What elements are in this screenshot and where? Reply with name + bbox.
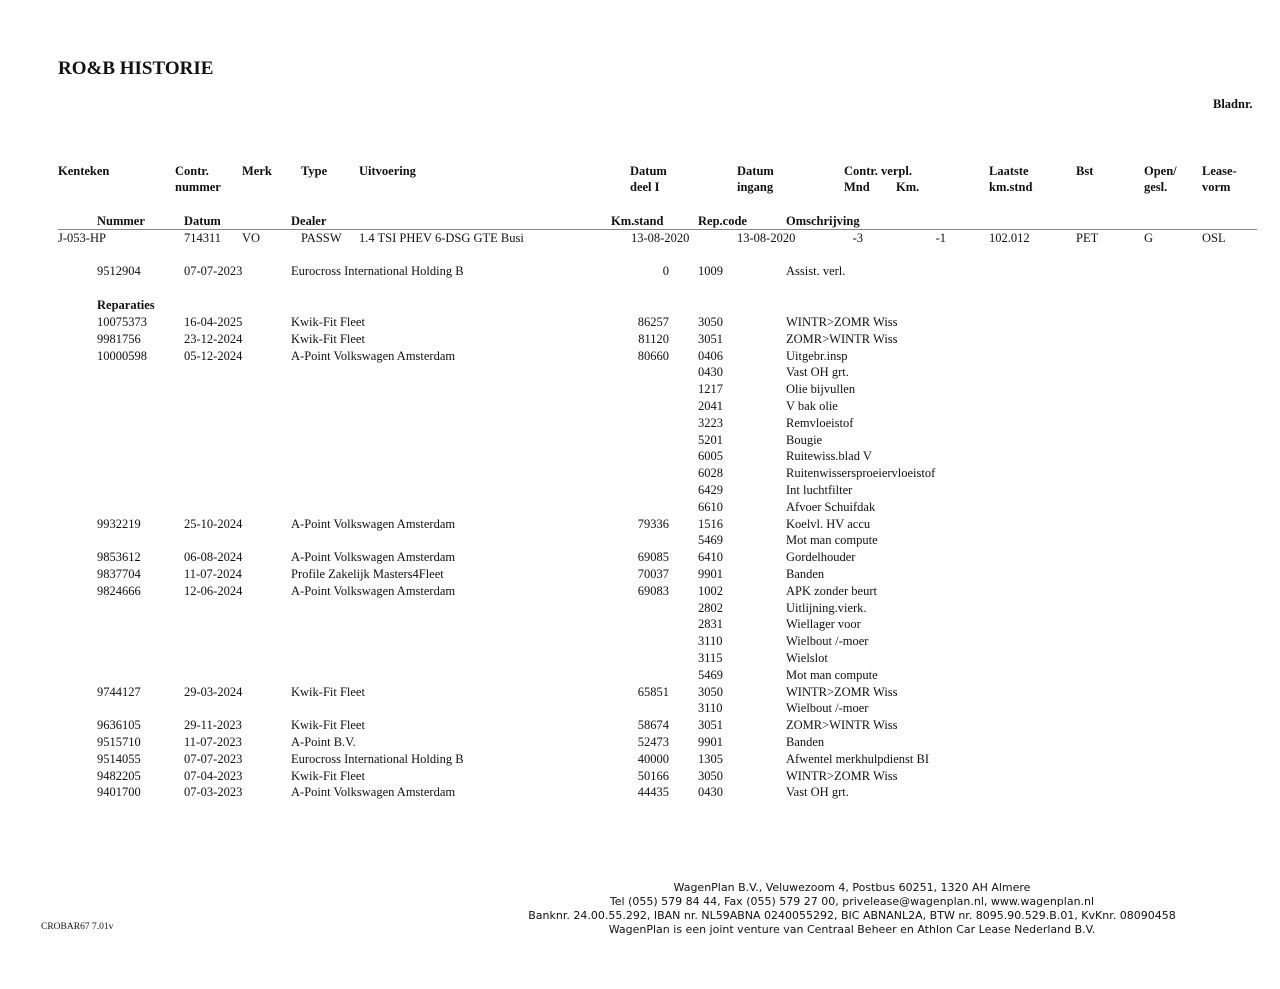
version-label: CROBAR67 7.01v (41, 922, 114, 932)
repair-code: 6429 (698, 483, 723, 497)
vehicle-bst: PET (1076, 231, 1099, 245)
header-kenteken: Kenteken (58, 164, 110, 178)
repair-nummer: 9837704 (97, 567, 141, 581)
vehicle-contract: 714311 (184, 231, 222, 245)
repair-nummer: 9515710 (97, 735, 141, 749)
repair-nummer: 9932219 (97, 516, 141, 531)
subheader-omschrijving: Omschrijving (786, 214, 860, 228)
header-datum-ingang-2: ingang (737, 180, 774, 194)
header-open: Open/ (1144, 164, 1177, 178)
repair-description: WINTR>ZOMR Wiss (786, 315, 898, 329)
header-uitvoering: Uitvoering (359, 164, 416, 178)
repair-km: 52473 (637, 735, 669, 749)
repair-description: WINTR>ZOMR Wiss (786, 684, 898, 699)
repair-description: Banden (786, 567, 825, 581)
repair-nummer: 10000598 (97, 348, 147, 363)
repair-dealer: Eurocross International Holding B (291, 751, 464, 766)
header-verpl-mnd: Mnd (844, 180, 870, 194)
repair-code: 2041 (698, 399, 723, 413)
repair-km: 80660 (637, 348, 669, 363)
repair-code: 9901 (698, 567, 723, 581)
repair-km: 44435 (637, 785, 669, 800)
repair-dealer: Kwik-Fit Fleet (291, 684, 365, 699)
repair-code: 2802 (698, 600, 723, 615)
report-title: RO&B HISTORIE (58, 58, 214, 79)
repair-code: 1305 (698, 751, 723, 766)
repair-datum: 07-07-2023 (184, 751, 243, 766)
repair-description: Koelvl. HV accu (786, 516, 871, 531)
header-verpl: Contr. verpl. (844, 164, 912, 178)
header-datum-deel: Datum (630, 164, 667, 178)
repair-datum: 29-11-2023 (184, 718, 242, 733)
header-datum-ingang: Datum (737, 164, 774, 178)
page-number-label: Bladnr. (1213, 97, 1253, 111)
header-verpl-km: Km. (896, 180, 920, 194)
repair-dealer: A-Point B.V. (291, 735, 356, 749)
header-open-2: gesl. (1144, 180, 1168, 194)
repair-description: WINTR>ZOMR Wiss (786, 768, 898, 783)
repair-code: 6005 (698, 449, 723, 464)
repair-description: V bak olie (786, 399, 838, 413)
repair-km: 70037 (637, 567, 669, 581)
repair-code: 5469 (698, 667, 723, 682)
repair-code: 1217 (698, 382, 723, 397)
repair-description: Int luchtfilter (786, 483, 853, 497)
vehicle-lease: OSL (1202, 231, 1226, 245)
repair-code: 3115 (698, 651, 723, 665)
repair-nummer: 10075373 (97, 315, 147, 329)
repair-nummer: 9853612 (97, 550, 141, 565)
repair-datum: 11-07-2023 (184, 735, 242, 749)
repair-code: 6610 (698, 499, 723, 514)
repair-dealer: A-Point Volkswagen Amsterdam (291, 348, 456, 363)
repair-datum: 12-06-2024 (184, 583, 243, 598)
repair-code: 6028 (698, 466, 723, 481)
repair-code: 3110 (698, 634, 723, 649)
subheader-dealer: Dealer (291, 214, 327, 228)
repair-description: APK zonder beurt (786, 583, 877, 598)
repair-description: Vast OH grt. (786, 785, 849, 800)
repair-description: Banden (786, 735, 825, 749)
repair-dealer: A-Point Volkswagen Amsterdam (291, 550, 456, 565)
repair-nummer: 9981756 (97, 331, 141, 346)
repair-nummer: 9401700 (97, 785, 141, 800)
repair-description: Wielbout /-moer (786, 701, 869, 716)
repair-km: 79336 (637, 516, 669, 531)
repair-code: 1516 (698, 516, 723, 531)
repair-code: 6410 (698, 550, 723, 565)
repair-nummer: 9482205 (97, 768, 141, 783)
repair-km: 58674 (637, 718, 669, 733)
repair-code: 1002 (698, 583, 723, 598)
repair-datum: 06-08-2024 (184, 550, 243, 565)
repair-description: ZOMR>WINTR Wiss (786, 331, 898, 346)
vehicle-datum-ingang: 13-08-2020 (737, 231, 796, 245)
footer-line: Banknr. 24.00.55.292, IBAN nr. NL59ABNA 0240055292, BIC ABNANL2A, BTW nr. 8095.90.529.B.01, KvKnr. 08090458 (528, 909, 1176, 922)
repair-description: Wielbout /-moer (786, 634, 869, 649)
assist-code: 1009 (698, 264, 723, 278)
vehicle-km: -1 (935, 231, 946, 245)
repair-code: 9901 (698, 735, 723, 749)
repair-code: 5201 (698, 432, 723, 447)
subheader-repcode: Rep.code (698, 214, 747, 228)
repair-datum: 07-03-2023 (184, 785, 243, 800)
repair-code: 0430 (698, 365, 723, 380)
header-contr-2: nummer (175, 180, 221, 194)
repair-code: 0430 (698, 785, 723, 800)
footer (452, 881, 1252, 937)
repair-code: 3110 (698, 701, 723, 716)
repair-km: 50166 (637, 768, 669, 783)
repair-code: 0406 (698, 348, 723, 363)
header-lease: Lease- (1202, 164, 1237, 178)
vehicle-datum-deel: 13-08-2020 (631, 231, 690, 245)
repair-description: Afvoer Schuifdak (786, 499, 876, 514)
repair-description: Wielslot (786, 651, 828, 665)
repair-code: 3050 (698, 315, 723, 329)
repair-description: Uitgebr.insp (786, 348, 848, 363)
footer-line: Tel (055) 579 84 44, Fax (055) 579 27 00, privelease@wagenplan.nl, www.wagenplan.nl (609, 895, 1095, 908)
assist-dealer: Eurocross International Holding B (291, 264, 464, 278)
repair-code: 3051 (698, 331, 723, 346)
repair-description: Vast OH grt. (786, 365, 849, 380)
repair-description: Remvloeistof (786, 415, 854, 430)
repair-dealer: Kwik-Fit Fleet (291, 315, 365, 329)
repair-datum: 05-12-2024 (184, 348, 243, 363)
vehicle-laatste-km: 102.012 (989, 231, 1030, 245)
repair-nummer: 9514055 (97, 751, 141, 766)
repair-km: 69083 (637, 583, 669, 598)
header-divider (58, 229, 1257, 230)
vehicle-kenteken: J-053-HP (58, 231, 106, 245)
header-lease-2: vorm (1202, 180, 1231, 194)
repair-datum: 29-03-2024 (184, 684, 243, 699)
assist-km: 0 (662, 264, 669, 278)
assist-desc: Assist. verl. (786, 264, 846, 278)
repair-km: 69085 (637, 550, 669, 565)
repair-datum: 25-10-2024 (184, 516, 243, 531)
subheader-km: Km.stand (611, 214, 664, 228)
vehicle-uitvoering: 1.4 TSI PHEV 6-DSG GTE Busi (359, 231, 524, 245)
repair-dealer: Kwik-Fit Fleet (291, 331, 365, 346)
vehicle-mnd: -3 (852, 231, 863, 245)
repair-description: Bougie (786, 432, 823, 447)
header-laatste-2: km.stnd (989, 180, 1033, 194)
repair-description: Afwentel merkhulpdienst BI (786, 751, 930, 766)
assist-nummer: 9512904 (97, 264, 141, 278)
header-laatste: Laatste (989, 164, 1029, 178)
repair-dealer: A-Point Volkswagen Amsterdam (291, 785, 456, 800)
repair-description: Gordelhouder (786, 550, 856, 565)
subheader-nummer: Nummer (97, 214, 145, 228)
repair-datum: 16-04-2025 (184, 315, 243, 329)
repair-code: 3223 (698, 415, 723, 430)
header-bst: Bst (1076, 164, 1094, 178)
repair-datum: 23-12-2024 (184, 331, 243, 346)
footer-line: WagenPlan B.V., Veluwezoom 4, Postbus 60251, 1320 AH Almere (673, 881, 1031, 894)
repair-description: Olie bijvullen (786, 382, 856, 397)
footer-line: WagenPlan is een joint venture van Centraal Beheer en Athlon Car Lease Nederland B.V. (608, 923, 1096, 936)
repair-km: 40000 (637, 751, 669, 766)
repair-dealer: Kwik-Fit Fleet (291, 718, 365, 733)
repair-description: ZOMR>WINTR Wiss (786, 718, 898, 733)
repair-nummer: 9744127 (97, 684, 141, 699)
repair-description: Mot man compute (786, 667, 878, 682)
repair-dealer: A-Point Volkswagen Amsterdam (291, 516, 456, 531)
repair-dealer: Kwik-Fit Fleet (291, 768, 365, 783)
repair-code: 5469 (698, 533, 723, 548)
header-merk: Merk (242, 164, 272, 178)
repair-description: Ruitewiss.blad V (786, 449, 872, 464)
repairs-heading: Reparaties (97, 298, 155, 312)
header-datum-deel-2: deel I (630, 180, 660, 194)
repair-code: 3051 (698, 718, 723, 733)
repair-datum: 11-07-2024 (184, 567, 242, 581)
repair-nummer: 9824666 (97, 583, 141, 598)
repair-nummer: 9636105 (97, 718, 141, 733)
repair-km: 81120 (638, 331, 669, 346)
repair-code: 3050 (698, 684, 723, 699)
repair-km: 65851 (637, 684, 669, 699)
header-type: Type (301, 164, 328, 178)
repair-dealer: Profile Zakelijk Masters4Fleet (291, 567, 444, 581)
repair-dealer: A-Point Volkswagen Amsterdam (291, 583, 456, 598)
repair-code: 2831 (698, 617, 723, 632)
repair-km: 86257 (637, 315, 669, 329)
subheader-datum: Datum (184, 214, 221, 228)
repair-datum: 07-04-2023 (184, 768, 243, 783)
repair-code: 3050 (698, 768, 723, 783)
vehicle-type: PASSW (301, 231, 342, 245)
header-contr: Contr. (175, 164, 209, 178)
repair-description: Uitlijning.vierk. (786, 600, 867, 615)
repair-description: Ruitenwissersproeiervloeistof (786, 466, 936, 481)
repair-description: Wiellager voor (786, 617, 861, 632)
repair-description: Mot man compute (786, 533, 878, 548)
vehicle-open: G (1144, 231, 1154, 245)
assist-datum: 07-07-2023 (184, 264, 243, 278)
vehicle-merk: VO (242, 231, 261, 245)
